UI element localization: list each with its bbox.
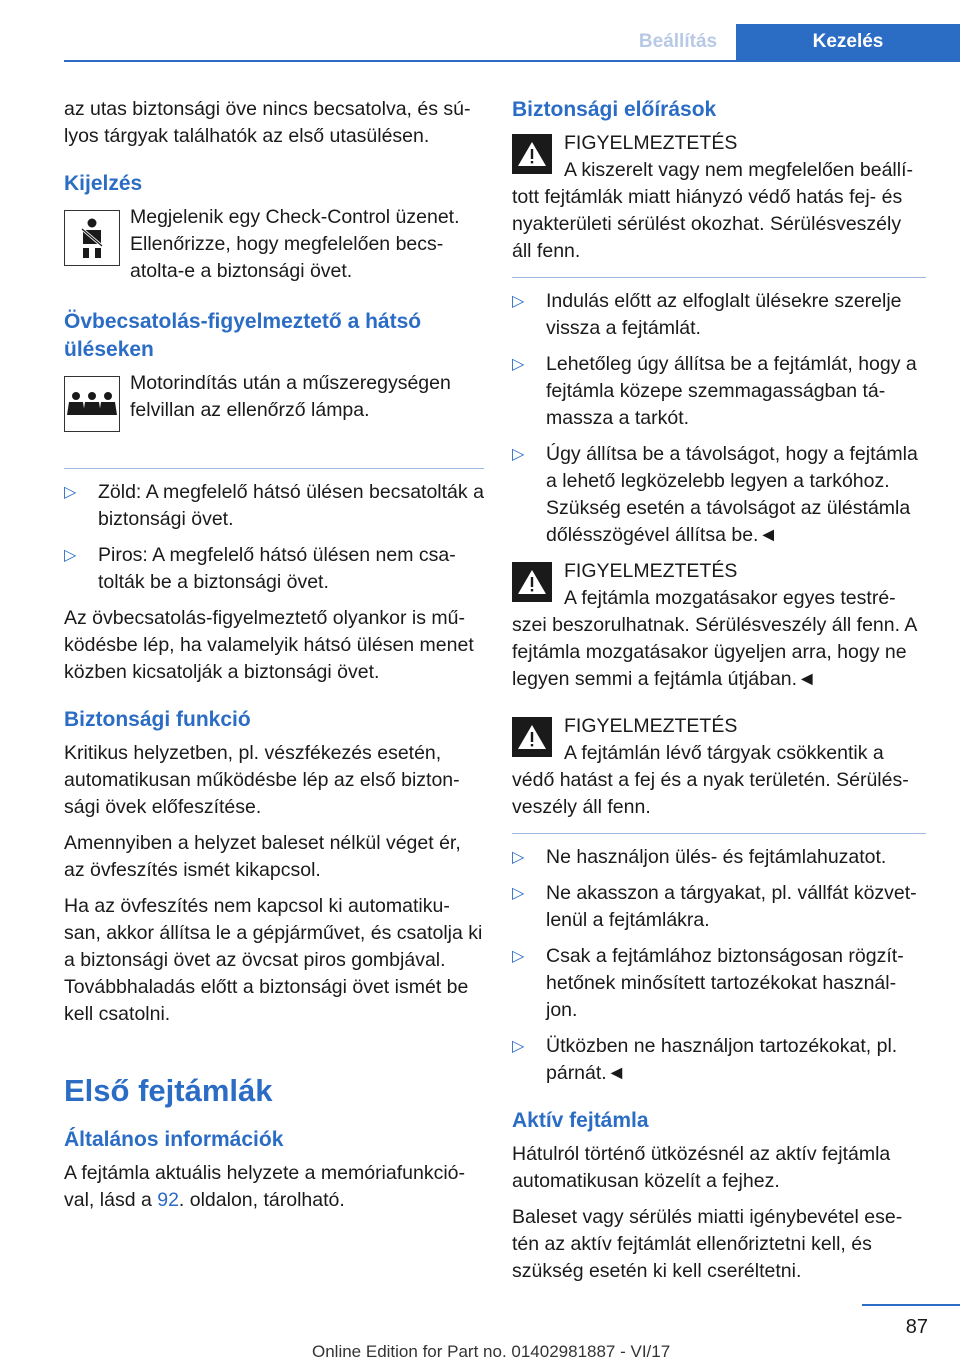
warning-text-rest: védő hatást a fej és a nyak területén. Sérülés‐veszély áll fenn. bbox=[512, 769, 909, 818]
triangle-bullet-icon: ▷ bbox=[512, 849, 525, 866]
triangle-bullet-icon: ▷ bbox=[512, 948, 525, 965]
warning-text-first: A fejtámla mozgatásakor egyes testré‐ bbox=[564, 587, 896, 609]
edition-text: Online Edition for Part no. 01402981887 - VI/17 bbox=[312, 1342, 671, 1361]
page-link[interactable]: 92 bbox=[157, 1189, 179, 1211]
display-heading: Kijelzés bbox=[64, 172, 143, 195]
safety-p1: Kritikus helyzetben, pl. vészfékezés esetén, automatikusan működésbe lép az első bizton‐sági övek előfeszítése. bbox=[64, 742, 460, 818]
warning-text-rest: szei beszorulhatnak. Sérülésveszély áll fenn. A fejtámla mozgatásakor ügyeljen arra, hogy ne legyen semmi a fejtámla útjában.◄ bbox=[512, 614, 917, 690]
triangle-bullet-icon: ▷ bbox=[64, 547, 77, 564]
warning-triangle-icon bbox=[512, 562, 552, 602]
rear-seatbelt-icon bbox=[64, 376, 120, 432]
bullet-divider bbox=[512, 277, 926, 278]
active-headrest-heading: Aktív fejtámla bbox=[512, 1109, 649, 1132]
display-block bbox=[64, 204, 484, 288]
list-item: ▷ Piros: A megfelelő hátsó ülésen nem csa‐tolták be a biztonsági övet. bbox=[64, 544, 456, 593]
list-item: ▷ Indulás előtt az elfoglalt ülésekre szerelje vissza a fejtámlát. bbox=[512, 290, 902, 339]
warning-label: FIGYELMEZTETÉS bbox=[564, 715, 738, 737]
bullet-divider bbox=[64, 468, 484, 469]
intro-text: az utas biztonsági öve nincs becsatolva, és sú‐lyos tárgyak találhatók az első utasülésen. bbox=[64, 98, 471, 147]
warning-triangle-icon bbox=[512, 717, 552, 757]
list-item: ▷ Lehetőleg úgy állítsa be a fejtámlát, hogy a fejtámla közepe szemmagasságban tá‐massza a tarkót. bbox=[512, 353, 917, 429]
rear-status-list bbox=[64, 479, 484, 596]
warning-triangle-icon bbox=[512, 134, 552, 174]
tab-setup[interactable]: Beállítás bbox=[620, 24, 736, 60]
list-item: ▷ Csak a fejtámlához biztonságosan rögzít‐hetőnek minősített tartozékokat használ‐jon. bbox=[512, 945, 904, 1021]
list-item: ▷ Ne használjon ülés- és fejtámlahuzatot. bbox=[512, 844, 926, 871]
triangle-bullet-icon: ▷ bbox=[512, 446, 525, 463]
active-p2: Baleset vagy sérülés miatti igénybevétel ese‐tén az aktív fejtámlát ellenőriztetni kell, és szükség esetén ki kell cseréltetni. bbox=[512, 1206, 903, 1282]
safety-function-heading: Biztonsági funkció bbox=[64, 708, 251, 731]
display-text: Megjelenik egy Check-Control üzenet. Ellenőrizze, hogy megfelelően becs‐atolta-e a biztonsági övet. bbox=[130, 206, 460, 282]
left-column bbox=[64, 96, 484, 1223]
warning-block-3 bbox=[512, 713, 926, 821]
list-item: ▷ Zöld: A megfelelő hátsó ülésen becsatolták a biztonsági övet. bbox=[64, 481, 484, 530]
warning-text-first: A fejtámlán lévő tárgyak csökkentik a bbox=[564, 742, 884, 764]
warning-text-first: A kiszerelt vagy nem megfelelően beállí‐ bbox=[564, 159, 914, 181]
header-rule bbox=[64, 60, 960, 62]
footer-rule bbox=[862, 1304, 960, 1306]
general-text: A fejtámla aktuális helyzete a memóriafunkció‐val, lásd a 92. oldalon, tárolható. bbox=[64, 1162, 466, 1211]
safety-rules-heading: Biztonsági előírások bbox=[512, 98, 717, 121]
page-number: 87 bbox=[905, 1316, 928, 1338]
rear-heading: Övbecsatolás-figyelmeztető a hátsó üléseken bbox=[64, 310, 422, 361]
seatbelt-warning-icon bbox=[64, 210, 120, 266]
safety-p3: Ha az övfeszítés nem kapcsol ki automatiku‐san, akkor állítsa le a gépjárművet, és csatolja ki a biztonsági övet az övcsat piros gombjával. Továbbhaladás előtt a biztonsági övet ismét be kell csatolni. bbox=[64, 895, 483, 1025]
rear-text: Motorindítás után a műszeregységen felvillan az ellenőrző lámpa. bbox=[130, 372, 451, 421]
list-item: ▷ Ne akasszon a tárgyakat, pl. vállfát közvet‐lenül a fejtámlákra. bbox=[512, 882, 917, 931]
active-p1: Hátulról történő ütközésnél az aktív fejtámla automatikusan közelít a fejhez. bbox=[512, 1143, 891, 1192]
triangle-bullet-icon: ▷ bbox=[64, 484, 77, 501]
warning-block-1 bbox=[512, 130, 926, 265]
general-heading: Általános információk bbox=[64, 1128, 284, 1151]
warning-label: FIGYELMEZTETÉS bbox=[564, 560, 738, 582]
warning-block-2 bbox=[512, 558, 926, 693]
right-column bbox=[512, 96, 926, 1294]
headrest-list-2 bbox=[512, 844, 926, 1087]
triangle-bullet-icon: ▷ bbox=[512, 1038, 525, 1055]
warning-label: FIGYELMEZTETÉS bbox=[564, 132, 738, 154]
rear-note: Az övbecsatolás-figyelmeztető olyankor is mű‐ködésbe lép, ha valamelyik hátsó ülésen menet közben kicsatolják a biztonsági övet. bbox=[64, 607, 474, 683]
warning-text-rest: tott fejtámlák miatt hiányzó védő hatás fej- és nyakterületi sérülést okozhat. Sérülésveszély áll fenn. bbox=[512, 186, 903, 262]
triangle-bullet-icon: ▷ bbox=[512, 293, 525, 310]
section-heading: Első fejtámlák bbox=[64, 1073, 273, 1108]
list-item: ▷ Ütközben ne használjon tartozékokat, pl. párnát.◄ bbox=[512, 1035, 898, 1084]
rear-block bbox=[64, 370, 484, 454]
list-item: ▷ Úgy állítsa be a távolságot, hogy a fejtámla a lehető legközelebb legyen a tarkóhoz. Szükség esetén a távolságot az üléstámla dőlésszögével állítsa be.◄ bbox=[512, 443, 918, 546]
bullet-divider bbox=[512, 833, 926, 834]
triangle-bullet-icon: ▷ bbox=[512, 356, 525, 373]
tab-operation[interactable]: Kezelés bbox=[736, 24, 960, 60]
triangle-bullet-icon: ▷ bbox=[512, 885, 525, 902]
headrest-list-1 bbox=[512, 288, 926, 549]
safety-p2: Amennyiben a helyzet baleset nélkül véget ér, az övfeszítés ismét kikapcsol. bbox=[64, 832, 461, 881]
